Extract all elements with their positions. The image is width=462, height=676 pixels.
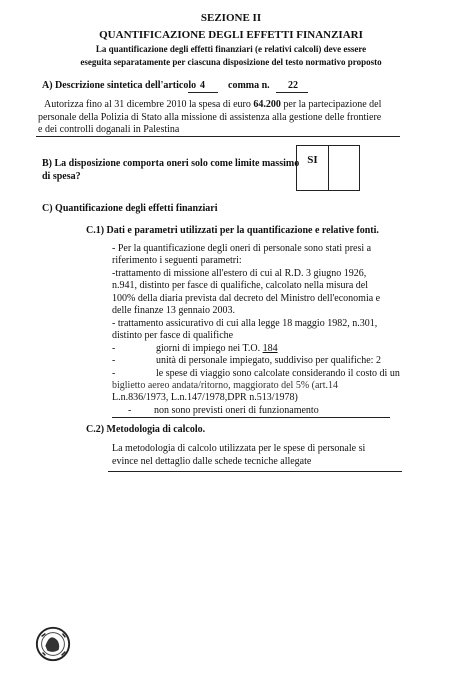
bullet-2-text: unità di personale impiegato, suddiviso per qualifiche: 2 <box>156 355 381 366</box>
article-underline <box>188 92 218 93</box>
bullet-1-dash: - <box>112 343 116 354</box>
c1-line: -trattamento di missione all'estero di cui al R.D. 3 giugno 1926, <box>112 268 367 279</box>
stamp-seal-icon <box>34 625 72 663</box>
bullet-3-text: le spese di viaggio sono calcolate considerando il costo di un <box>156 368 400 379</box>
answer-empty-box <box>328 145 360 191</box>
c1-line: - trattamento assicurativo di cui alla legge 18 maggio 1982, n.301, <box>112 318 378 329</box>
c1-line: riferimento i seguenti parametri: <box>112 255 242 266</box>
answer-si-box <box>296 145 329 191</box>
section-b-question-line-2: di spesa? <box>42 171 81 182</box>
page-title: QUANTIFICAZIONE DEGLI EFFETTI FINANZIARI <box>99 29 363 41</box>
bullet-1-item <box>156 343 278 354</box>
section-a-text-line-1 <box>44 99 381 110</box>
section-a-text-line-3: e dei controlli doganali in Palestina <box>38 124 180 135</box>
article-number: 4 <box>200 80 205 91</box>
comma-label: comma n. <box>228 80 270 91</box>
bullet-3-text-line-2: biglietto aereo andata/ritorno, maggiorato del 5% (art.14 <box>112 380 339 391</box>
bullet-4-text: non sono previsti oneri di funzionamento <box>154 405 319 416</box>
bullet-1-text: giorni di impiego nei T.O. <box>156 343 261 354</box>
c1-line: - Per la quantificazione degli oneri di personale sono stati presi a <box>112 243 372 254</box>
c2-title: C.2) Metodologia di calcolo. <box>86 424 206 435</box>
section-a-text: Autorizza fino al 31 dicembre 2010 la spesa di euro <box>44 99 251 110</box>
c2-line-2: evince nel dettaglio dalle schede tecniche allegate <box>112 456 312 467</box>
c1-divider <box>112 417 390 418</box>
bullet-1-value: 184 <box>262 343 278 354</box>
bullet-2-dash: - <box>112 355 116 366</box>
c2-line-1: La metodologia di calcolo utilizzata per le spese di personale si <box>112 443 366 454</box>
c1-line: 100% della diaria prevista dal decreto del Ministro dell'economia e <box>112 293 381 304</box>
section-a-text-line-2: personale della Polizia di Stato alla missione di assistenza alla gestione delle frontiere <box>38 112 382 123</box>
c1-title: C.1) Dati e parametri utilizzati per la quantificazione e relative fonti. <box>86 225 379 236</box>
section-a-label: A) Descrizione sintetica dell'articolo <box>42 80 197 91</box>
c2-divider <box>108 471 402 472</box>
bullet-3-dash: - <box>112 368 116 379</box>
subtitle-line-2: eseguita separatamente per ciascuna disposizione del testo normativo proposto <box>80 57 382 67</box>
bullet-4-dash: - <box>128 405 132 416</box>
amount-value: 64.200 <box>253 99 281 110</box>
comma-number: 22 <box>288 80 298 91</box>
c1-line: distinto per fasce di qualifiche <box>112 330 234 341</box>
answer-si-label: SI <box>307 154 318 166</box>
comma-underline <box>276 92 308 93</box>
section-b-question-line-1: B) La disposizione comporta oneri solo come limite massimo <box>42 158 300 169</box>
section-a-divider <box>36 136 400 137</box>
bullet-3-text-line-3: L.n.836/1973, L.n.147/1978,DPR n.513/1978) <box>112 392 298 403</box>
section-a-text-end: per la partecipazione del <box>283 99 382 110</box>
section-c-title: C) Quantificazione degli effetti finanziari <box>42 203 218 214</box>
c1-line: n.941, distinto per fasce di qualifiche, calcolato nella misura del <box>112 280 369 291</box>
subtitle-line-1: La quantificazione degli effetti finanziari (e relativi calcoli) deve essere <box>95 44 367 54</box>
c1-line: delle finanze 13 gennaio 2003. <box>112 305 236 316</box>
section-number: SEZIONE II <box>200 12 262 24</box>
answer-boxes <box>296 145 360 191</box>
